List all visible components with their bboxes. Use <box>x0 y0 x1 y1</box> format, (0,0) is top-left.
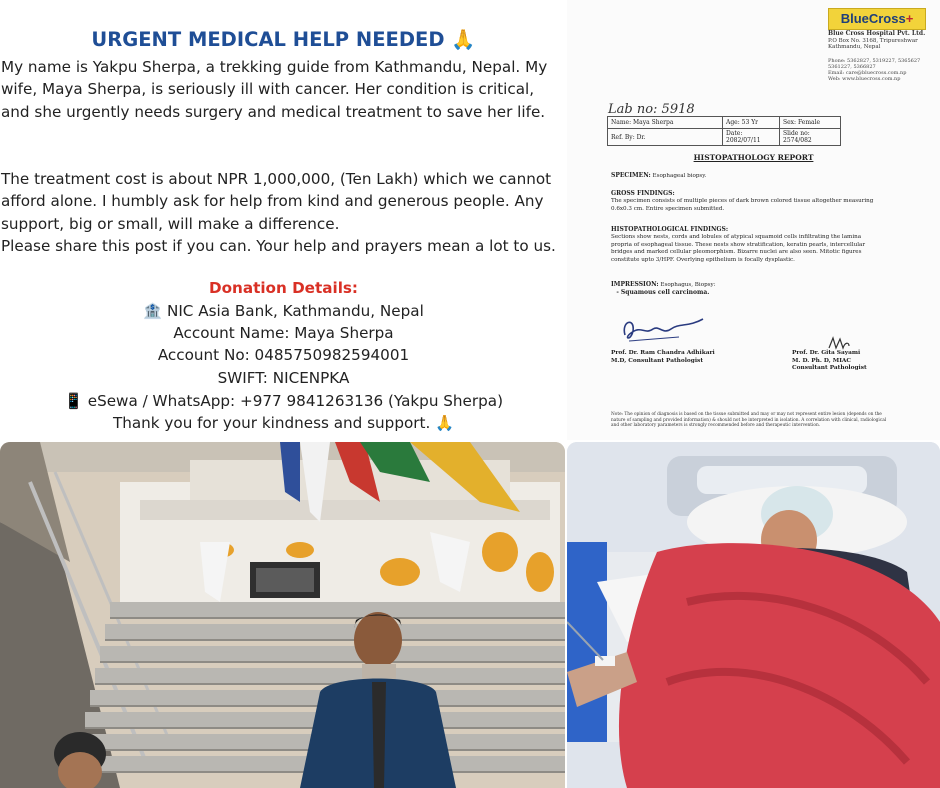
hospital-address: Blue Cross Hospital Pvt. Ltd. P.O Box No. 3168, Tripureshwar Kathmandu, Nepal <box>828 30 926 50</box>
account-number: Account No: 0485750982594001 <box>157 346 410 364</box>
esewa-contact: eSewa / WhatsApp: +977 9841263136 (Yakpu Sherpa) <box>87 392 504 410</box>
swift-code: SWIFT: NICENPKA <box>217 369 350 387</box>
hospital-bed-scene <box>567 442 940 788</box>
appeal-paragraph-cost: The treatment cost is about NPR 1,000,000, (Ten Lakh) which we cannot afford alone. I humbly ask for help from kind and generous people. Any support, big or small, will make a difference. <box>1 170 552 233</box>
bank-icon: 🏦 <box>143 302 163 320</box>
thanks-text: Thank you for your kindness and support. <box>112 414 431 432</box>
thanks-line <box>0 414 567 432</box>
account-name: Account Name: Maya Sherpa <box>173 324 394 342</box>
gross-findings-section: GROSS FINDINGS: The specimen consists of multiple pieces of dark brown colored tissue altogether measuring 0.6x0.3 cm. Entire specimen submitted. <box>611 190 874 212</box>
hospital-contact: Phone: 5362827, 5319227, 5365627 5361227, 5366827 Email: care@bluecross.com.np Web: www.bluecross.com.np <box>828 58 921 82</box>
appeal-text-panel <box>0 0 567 440</box>
trekking-guide-photo <box>0 442 565 788</box>
lab-number: Lab no: 5918 <box>608 102 695 117</box>
histopathology-report-image <box>567 0 940 440</box>
esewa-line <box>0 392 567 410</box>
patient-info-table <box>607 116 841 146</box>
bluecross-logo: BlueCross+ <box>828 8 926 30</box>
referred-by: Ref. By: Dr. <box>608 129 723 146</box>
appeal-paragraph-share: Please share this post if you can. Your help and prayers mean a lot to us. <box>1 237 556 255</box>
report-disclaimer: Note: The opinion of diagnosis is based on the tissue submitted and may or may not represent entire lesion (depends on the nature of sampling and provided information) & should not be interpreted in isolation. A correlation with clinical, radiological and other laboratory parameters is strongly recommended before and therapeutic intervention. <box>611 412 887 428</box>
praying-hands-icon: 🙏 <box>451 28 476 51</box>
donation-heading: Donation Details: <box>208 279 359 297</box>
histo-findings-section: HISTOPATHOLOGICAL FINDINGS: Sections show nests, cords and lobules of atypical squamoid cells infiltrating the lamina propria of esophageal tissue. These nests show stratification, keratin pearls, intercellular bridges and marked cellular pleomorphism. Bizarre nuclei are also seen. Mitotic figures constitute upto 3/HPF. Overlying epithelium is focally dysplastic. <box>611 226 866 263</box>
signatory-right: Prof. Dr. Gita Sayami M. D. Ph. D, MIAC Consultant Pathologist <box>792 350 867 371</box>
specimen-section: SPECIMEN: Esophageal biopsy. <box>611 172 707 179</box>
mobile-phone-icon: 📱 <box>63 392 83 410</box>
praying-hands-icon: 🙏 <box>435 414 455 432</box>
slide-number: Slide no: 2574/082 <box>780 129 841 146</box>
patient-hospital-photo <box>567 442 940 788</box>
patient-age: Age: 53 Yr <box>723 117 780 129</box>
stupa-stairs-scene <box>0 442 565 788</box>
signature-scrawl <box>619 313 709 345</box>
patient-sex: Sex: Female <box>780 117 841 129</box>
report-date: Date: 2082/07/11 <box>723 129 780 146</box>
signatory-left: Prof. Dr. Ram Chandra Adhikari M.D, Consultant Pathologist <box>611 350 715 364</box>
appeal-title-text: URGENT MEDICAL HELP NEEDED <box>91 28 445 51</box>
report-title: HISTOPATHOLOGY REPORT <box>693 153 814 162</box>
bank-line <box>0 302 567 320</box>
appeal-paragraph-intro: My name is Yakpu Sherpa, a trekking guide from Kathmandu, Nepal. My wife, Maya Sherpa, is seriously ill with cancer. Her condition is critical, and she urgently needs surgery and medical treatment to save her life. <box>1 58 548 121</box>
patient-name: Name: Maya Sherpa <box>608 117 723 129</box>
bank-name: NIC Asia Bank, Kathmandu, Nepal <box>166 302 424 320</box>
impression-section: IMPRESSION: Esophagus, Biopsy: - Squamous cell carcinoma. <box>611 281 716 297</box>
appeal-title <box>0 28 567 51</box>
